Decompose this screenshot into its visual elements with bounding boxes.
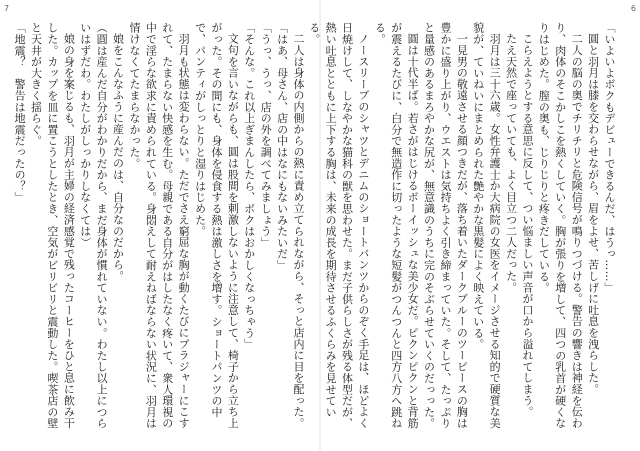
paragraph: 二人は身体の内側からの熱に責め立てられながら、そっと店内に目を配った。 xyxy=(292,33,305,429)
paragraph: 「いよいよボクもデビューできるんだ、はうっ……」 xyxy=(603,22,616,294)
paragraph: 圓は十代半ば。若さがはじけるボーイッシュな美少女だ。ピクンピクンと背筋が震えるたびに、白分で無造作に切ったような短髪がつんつんと四方八方へ跳ねる。 xyxy=(373,22,420,429)
paragraph: 「地震？ 警告は地震だったの？」 xyxy=(13,22,27,203)
paragraph: 文句を言いながらも、圓は股間を刺激しないように注意して、椅子から立ち上がった。その間にも、身体を侵食する熱は激しさを増す。ショートパンツの中で、パンティがしっとりと湿りはじめた。 xyxy=(193,22,240,429)
left-page xyxy=(0,0,319,451)
right-page-text xyxy=(307,22,617,434)
paragraph: 羽月も状態は変わらない。ただでさえ窮屈な胸が動くたびにブラジャーにこすれて、たまらない快感を生む。母親である自分がはしたなく疼いて、衆人環視の中で淫らな欲求に責められている。身悶えして耐えねばならない状況に、羽月は情けなくてたまらなかった。 xyxy=(127,22,191,429)
paragraph: 娘をこんなふうに産んだのは、自分なのだから。 xyxy=(111,33,125,282)
right-page xyxy=(307,0,640,451)
paragraph: 「はあ、母さん、店の中はなにもないみたいだ」 xyxy=(275,22,289,271)
paragraph: 一見男の敬遠させる顔つきだが、落ち着いたダークブルーのツーピースの胸は豊かに盛り上がり、ウエストは気持ちよく引き締まっていた。そして、たっぷりと量感のあるまろやかな尻が、無意識のうちに完のそぶらせていくのだっった。 xyxy=(422,22,469,429)
paragraph: 羽月は三十六歳。女性弁護士か大病院の女医をイメージさせる知的で硬質な美貌が、ていねいにまとめられた艶やかな黒髪によく映えている。 xyxy=(471,22,502,429)
right-page-number: 6 xyxy=(630,4,636,13)
paragraph: こらえようとする意思に反して、つい悩ましい声音が口から溢れてしまう。 xyxy=(520,33,534,418)
paragraph: 圓と羽月は膝を交わらせながら、眉をよせ、苦しげに吐息を洩らした。 xyxy=(586,33,600,395)
paragraph: 二人の脳の奥でチリチリと危険信号が鳴りつづける。警告の響きは神経を伝わり、肉体のそこかしこを熱くしていく。胸が張りを増して、四つの乳首が硬くなりはじめた。膣の奥も、じりじりと疼きだしている。 xyxy=(537,22,584,429)
paragraph: （圓は産んだ自分がわかりだから、まだ身体が慣れていない。わたし以上につらいはずだわ。わたしがしっかりしなくては） xyxy=(78,22,109,429)
paragraph: 「うっ、うっ、店の外を調べてみましょう」 xyxy=(259,22,273,248)
left-page-number: 7 xyxy=(4,4,10,13)
paragraph: 娘の身を案じるも、羽月が主婦の経済感覚で残ったコーヒーをひと息に飲み干した。カップを皿に置こうとしたとき、空気がビリビリと震動した。喫茶店の壁と天井が大きく揺らぐ。 xyxy=(29,22,76,429)
paragraph: ノースリーブのシャツとデニムのショートパンツからのぞく手足は、ほどよく日焼けして、しなやかな猫科の獣を思わせた。まだ子供らしさが残る体型だが、熱い吐息とともに上下する胸は、未来の成長を期待させるふくらみを見せている。 xyxy=(307,22,370,429)
paragraph: たえ天然で座っていても、よく目立つ二人だった。 xyxy=(504,33,518,293)
paragraph: 「そんな。これ以上ぎまんしたら、ボクはおかしくなっちゃう」 xyxy=(242,22,256,350)
left-page-text xyxy=(13,22,306,434)
